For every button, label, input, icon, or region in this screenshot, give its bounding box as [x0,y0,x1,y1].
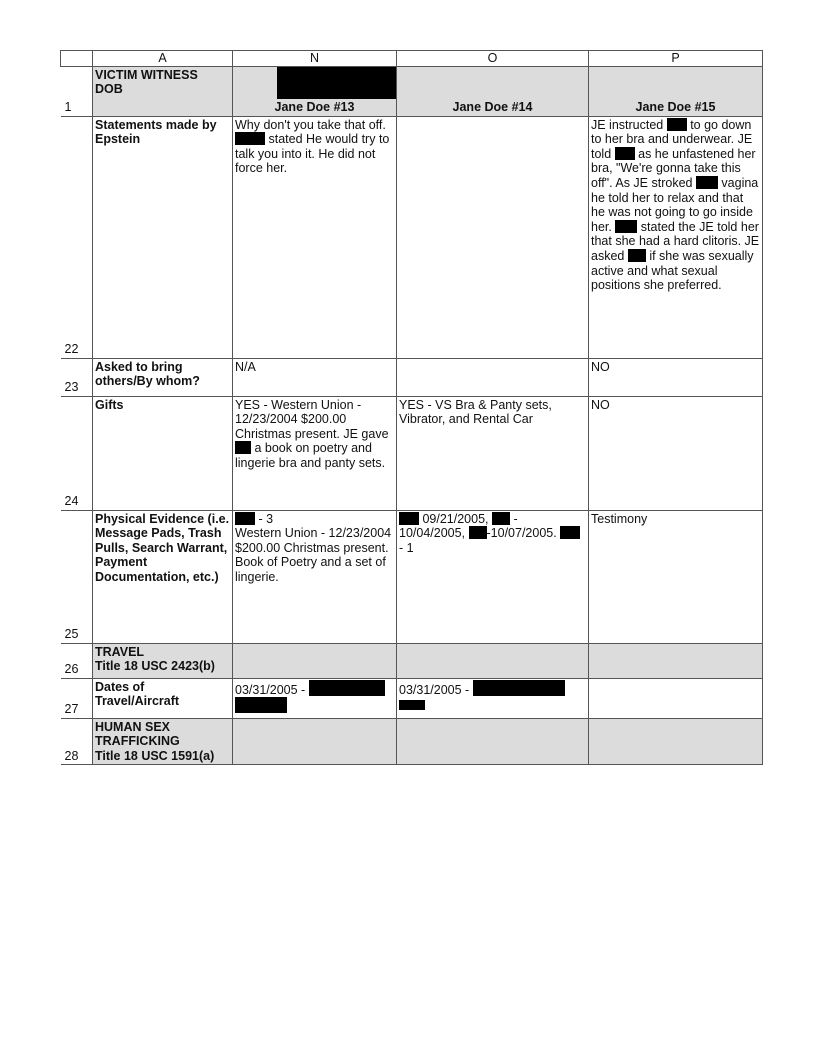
text: Why don't you take that off. [235,117,386,132]
row-number: 27 [61,678,93,718]
cell [397,116,589,358]
text: - 1 [399,540,414,555]
text: - 10/04/2005, [399,511,518,541]
redaction [235,697,287,713]
redaction-block [277,67,397,99]
table-row [61,116,763,358]
row-number: 26 [61,643,93,678]
row-number: 1 [61,66,93,116]
column-header-n: N [233,51,397,67]
cell: Testimony [589,510,763,643]
row-number: 23 [61,358,93,396]
cell [397,643,589,678]
redaction [615,220,637,233]
victim-15-header: Jane Doe #15 [589,66,763,116]
text: Western Union - 12/23/2004 $200.00 Christmas present. Book of Poetry and a set of lingerie. [235,526,392,584]
label-line: TRAVEL [95,644,145,659]
text: as he unfastened her bra, "We're gonna take this off". As JE stroked [591,146,756,190]
victim-13-header [233,66,397,116]
row-label [93,643,233,678]
table-row [61,358,763,396]
redaction [667,118,687,131]
label-line: TRAFFICKING [95,734,180,749]
row-label [93,66,233,116]
cell [589,718,763,765]
redaction [399,700,425,710]
text: YES - Western Union - 12/23/2004 $200.00 Christmas present. JE gave [235,397,389,441]
header-text: Jane Doe #13 [274,100,355,114]
cell: NO [589,396,763,510]
redaction [469,526,487,539]
text: stated He would try to talk you into it. He did not force her. [235,132,390,176]
text: -10/07/2005. [486,526,561,541]
column-header-p: P [589,51,763,67]
row-label: Statements made by Epstein [93,116,233,358]
redaction [235,132,265,145]
spreadsheet-table [60,50,763,765]
cell [233,678,397,718]
text: 03/31/2005 - [235,682,309,697]
table-row [61,396,763,510]
redaction [235,512,255,525]
redaction [492,512,510,525]
cell: NO [589,358,763,396]
table-row [61,643,763,678]
cell: N/A [233,358,397,396]
row-number: 24 [61,396,93,510]
text: - 3 [255,511,274,526]
text: 09/21/2005, [419,511,492,526]
text: JE instructed [591,117,667,132]
label-line: HUMAN SEX [95,719,171,734]
redaction [309,680,385,696]
text: to go down to her bra and underwear. JE told [591,117,753,161]
label-line: Title 18 USC 1591(a) [95,748,215,763]
cell [233,643,397,678]
table-row [61,718,763,765]
text: if she was sexually active and what sexual positions she preferred. [591,248,754,293]
label-line: Title 18 USC 2423(b) [95,659,215,674]
redaction [615,147,635,160]
table-row [61,678,763,718]
corner-cell [61,51,93,67]
cell [589,678,763,718]
cell [233,718,397,765]
cell [233,116,397,358]
row-number: 28 [61,718,93,765]
redaction [628,249,646,262]
cell: YES - VS Bra & Panty sets, Vibrator, and Rental Car [397,396,589,510]
row-number: 25 [61,510,93,643]
redaction [235,441,251,454]
label-line: VICTIM WITNESS [95,67,198,82]
victim-14-header: Jane Doe #14 [397,66,589,116]
cell [397,510,589,643]
row-label: Gifts [93,396,233,510]
row-label: Asked to bring others/By whom? [93,358,233,396]
redaction [696,176,718,189]
cell [589,116,763,358]
row-label: Physical Evidence (i.e. Message Pads, Trash Pulls, Search Warrant, Payment Documentation, etc.) [93,510,233,643]
redaction [473,680,565,696]
table-row [61,66,763,116]
text: vagina he told her to relax and that he was not going to go inside her. [591,175,759,234]
cell [397,678,589,718]
row-number: 22 [61,116,93,358]
cell [397,358,589,396]
cell [233,510,397,643]
column-header-row [61,51,763,67]
text: 03/31/2005 - [399,682,473,697]
cell [397,718,589,765]
row-label: Dates of Travel/Aircraft [93,678,233,718]
row-label [93,718,233,765]
redaction [560,526,580,539]
cell [589,643,763,678]
column-header-a: A [93,51,233,67]
text: a book on poetry and lingerie bra and panty sets. [235,441,386,470]
text: stated the JE told her that she had a hard clitoris. JE asked [591,219,760,263]
column-header-o: O [397,51,589,67]
redaction [399,512,419,525]
label-line: DOB [95,82,123,97]
cell [233,396,397,510]
table-row [61,510,763,643]
